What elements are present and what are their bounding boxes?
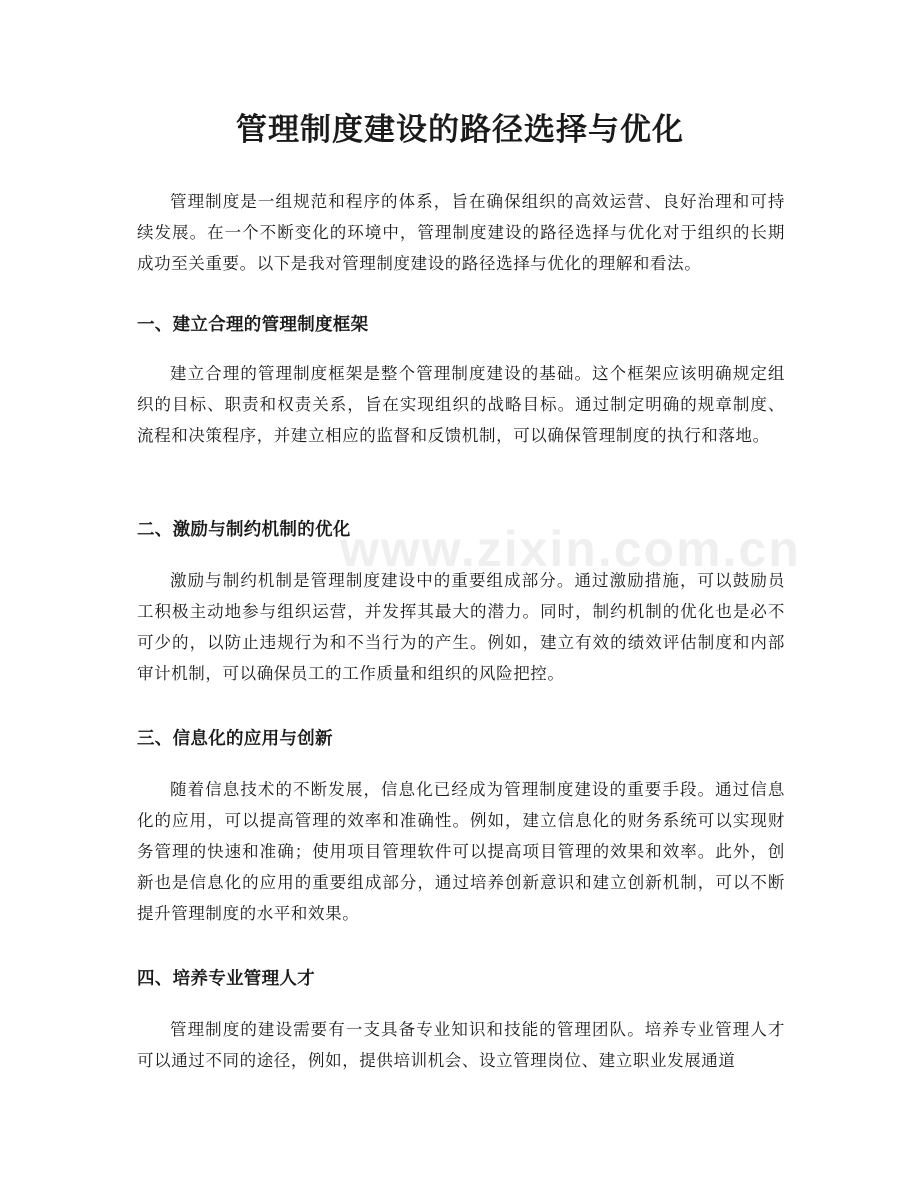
watermark: www.zixin.com.cn: [340, 521, 801, 577]
intro-paragraph: 管理制度是一组规范和程序的体系，旨在确保组织的高效运营、良好治理和可持续发展。在一个不断变化的环境中，管理制度建设的路径选择与优化对于组织的长期成功至关重要。以下是我对管理制度建设的路径选择与优化的理解和看法。: [137, 192, 785, 273]
section-body-2: 激励与制约机制是管理制度建设中的重要组成部分。通过激励措施，可以鼓励员工积极主动地参与组织运营，并发挥其最大的潜力。同时，制约机制的优化也是必不可少的，以防止违规行为和不当行为的产生。例如，建立有效的绩效评估制度和内部审计机制，可以确保员工的工作质量和组织的风险把控。: [137, 571, 785, 683]
section-heading-1: 一、建立合理的管理制度框架: [137, 315, 369, 335]
document-title: 管理制度建设的路径选择与优化: [236, 112, 684, 148]
section-heading-4: 四、培养专业管理人才: [137, 969, 315, 989]
section-heading-2: 二、激励与制约机制的优化: [137, 520, 351, 540]
section-body-1: 建立合理的管理制度框架是整个管理制度建设的基础。这个框架应该明确规定组织的目标、职责和权责关系，旨在实现组织的战略目标。通过制定明确的规章制度、流程和决策程序，并建立相应的监督和反馈机制，可以确保管理制度的执行和落地。: [137, 364, 785, 445]
section-body-4: 管理制度的建设需要有一支具备专业知识和技能的管理团队。培养专业管理人才可以通过不同的途径，例如，提供培训机会、设立管理岗位、建立职业发展通道: [137, 1020, 785, 1070]
section-heading-3: 三、信息化的应用与创新: [137, 729, 333, 749]
section-body-3: 随着信息技术的不断发展，信息化已经成为管理制度建设的重要手段。通过信息化的应用，可以提高管理的效率和准确性。例如，建立信息化的财务系统可以实现财务管理的快速和准确；使用项目管理软件可以提高项目管理的效果和效率。此外，创新也是信息化的应用的重要组成部分，通过培养创新意识和建立创新机制，可以不断提升管理制度的水平和效果。: [137, 780, 785, 923]
